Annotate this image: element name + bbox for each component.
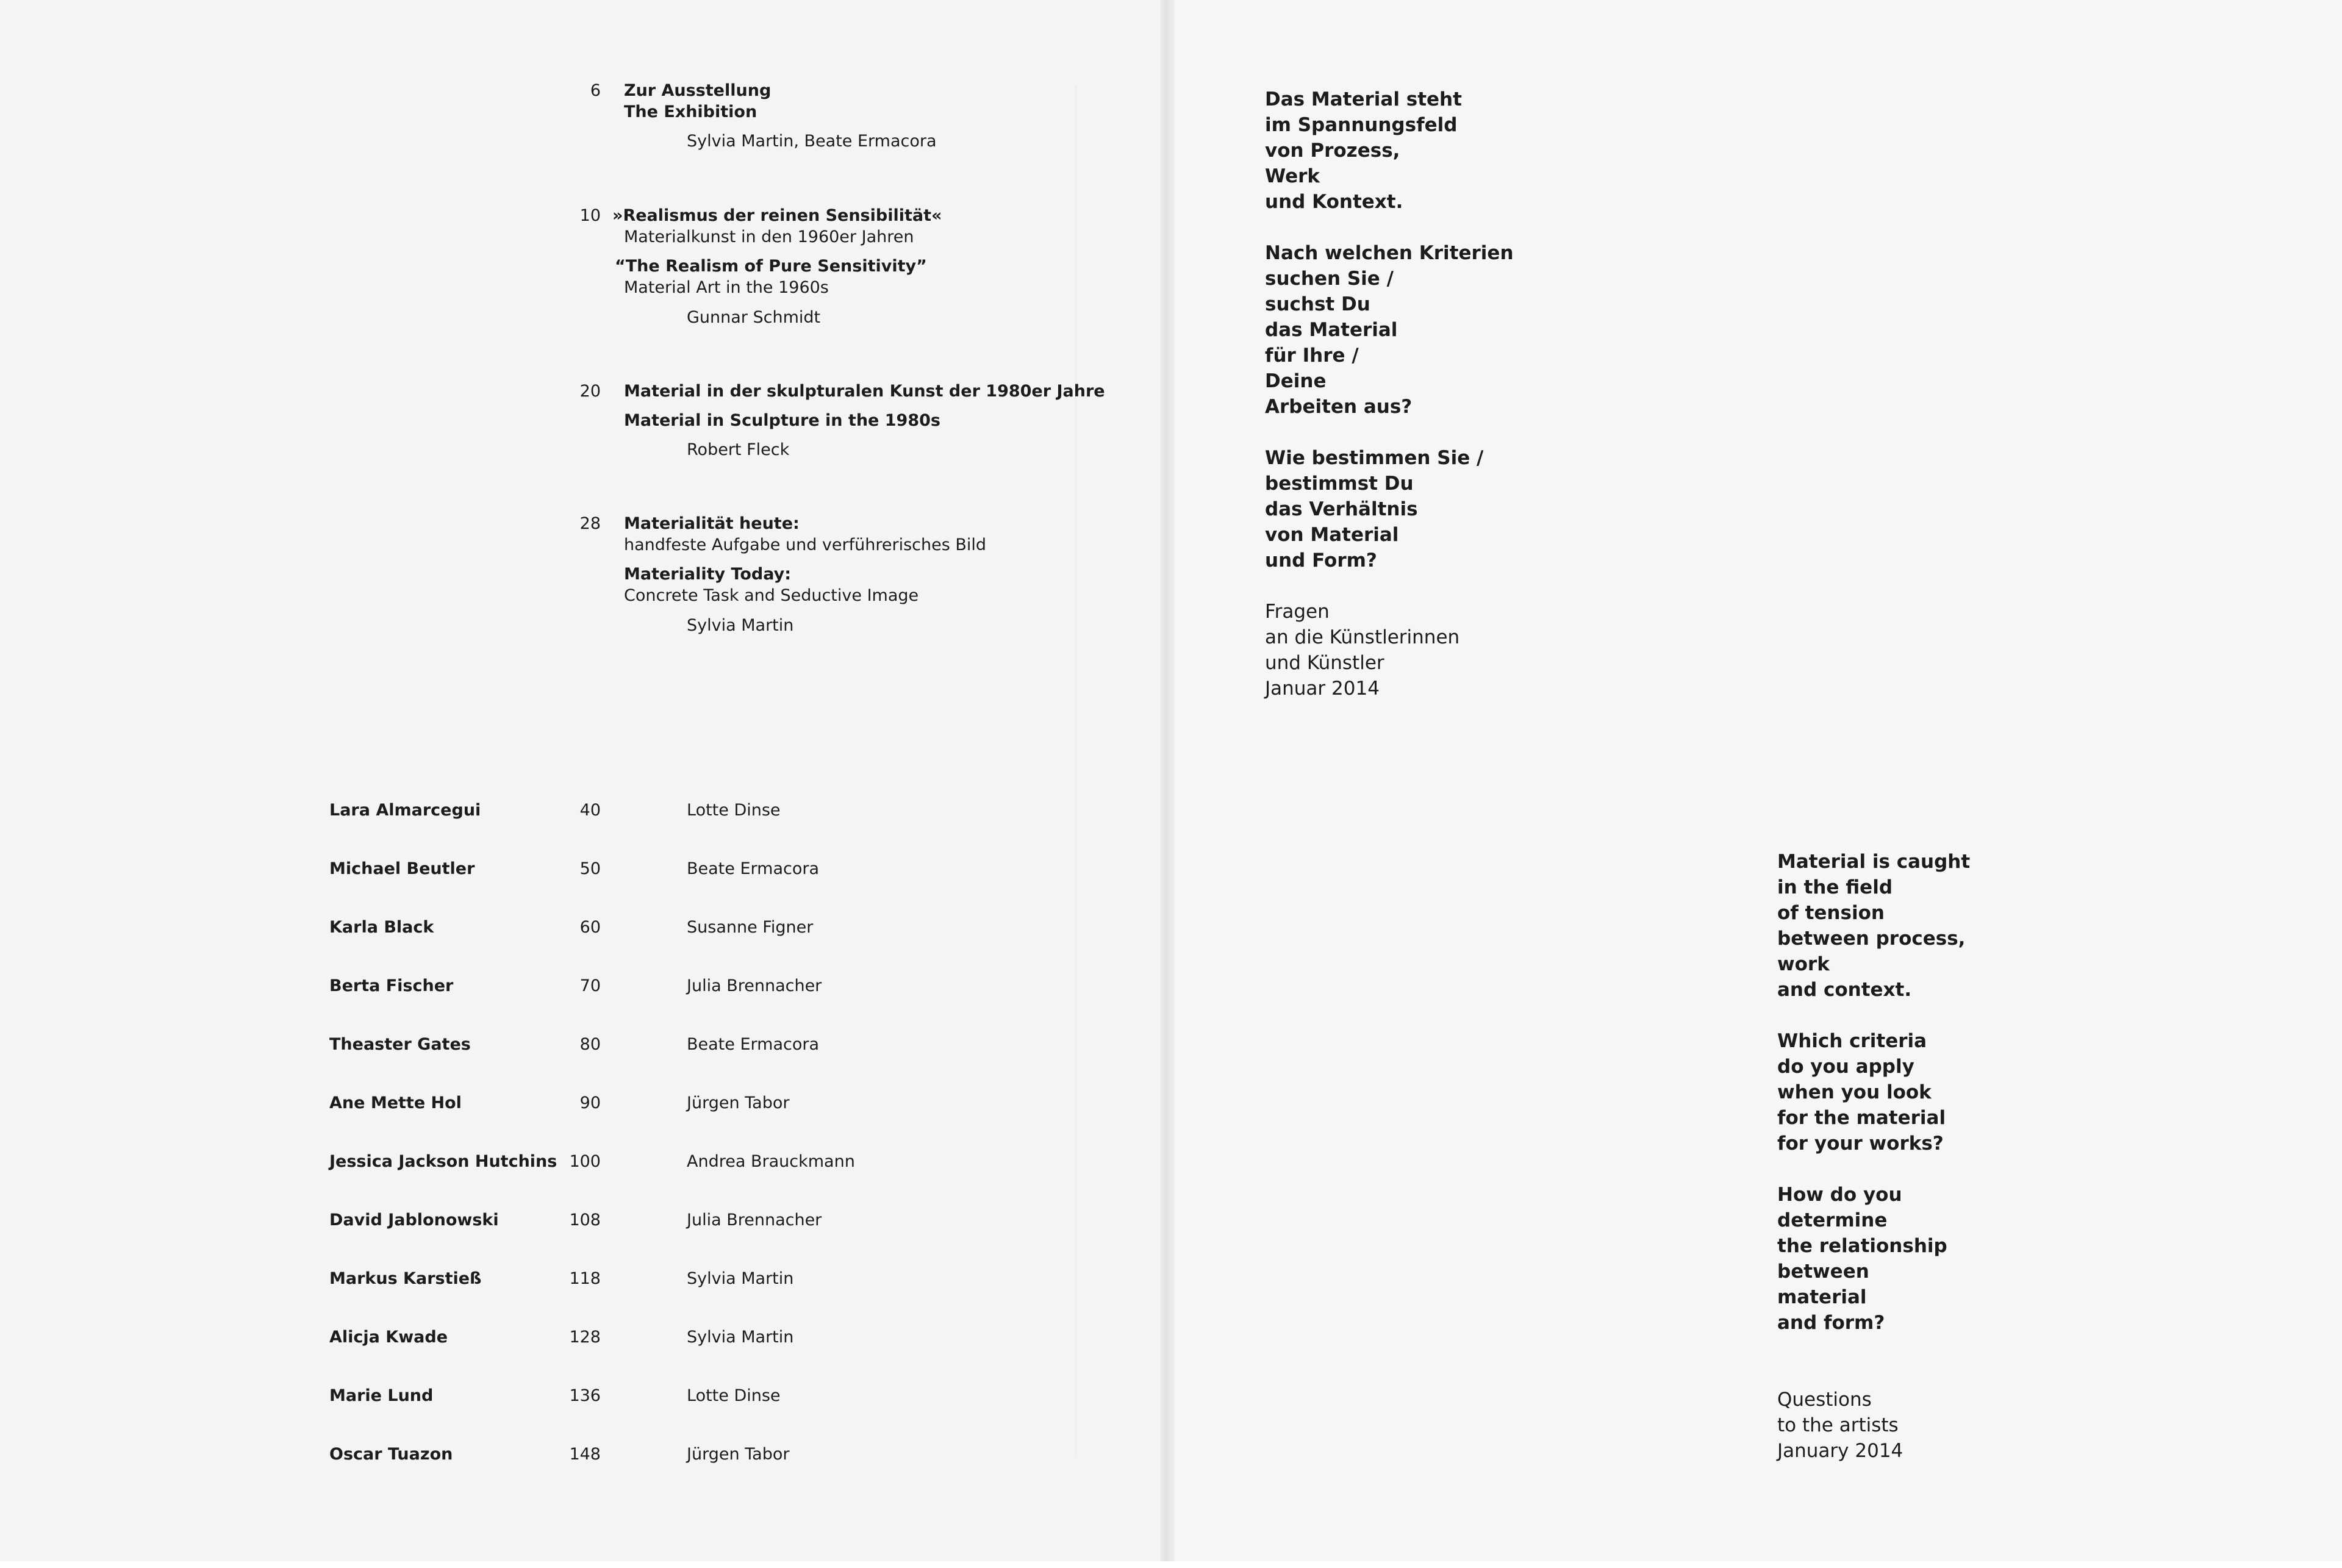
artist-row [0, 1152, 1098, 1189]
essay-page-number: 6 [590, 81, 601, 100]
artist-text-author: Andrea Brauckmann [687, 1152, 855, 1171]
german-line: das Verhältnis [1265, 498, 1418, 520]
english-line: when you look [1777, 1081, 1932, 1103]
english-line: January 2014 [1777, 1440, 1903, 1462]
english-line: between process, [1777, 928, 1966, 950]
artist-page-number: 136 [569, 1386, 601, 1405]
artist-name: Michael Beutler [329, 859, 475, 878]
english-line: for the material [1777, 1107, 1946, 1129]
english-line: How do you [1777, 1184, 1902, 1206]
essay-page-number: 20 [579, 382, 601, 401]
essay-title-de: Material in der skulpturalen Kunst der 1980er Jahre [624, 382, 1105, 401]
artist-name: Markus Karstieß [329, 1269, 482, 1288]
artist-row [0, 976, 1098, 1013]
artist-row [0, 1445, 1098, 1481]
artist-text-author: Jürgen Tabor [687, 1445, 790, 1464]
page-bottom-edge [0, 1561, 2342, 1568]
artist-name: Jessica Jackson Hutchins [329, 1152, 557, 1171]
german-line: suchen Sie / [1265, 268, 1394, 290]
artist-page-number: 80 [579, 1035, 601, 1054]
artist-name: Karla Black [329, 918, 434, 937]
artist-name: Ane Mette Hol [329, 1094, 462, 1112]
essay-page-number: 10 [579, 206, 601, 225]
artist-page-number: 60 [579, 918, 601, 937]
artist-name: Theaster Gates [329, 1035, 471, 1054]
artist-text-author: Susanne Figner [687, 918, 814, 937]
essay-author: Sylvia Martin [687, 616, 794, 635]
essay-title-en: The Exhibition [624, 102, 757, 121]
german-line: Arbeiten aus? [1265, 396, 1413, 418]
german-line: das Material [1265, 319, 1398, 341]
artist-row [0, 801, 1098, 837]
english-line: and context. [1777, 979, 1912, 1001]
german-line: Fragen [1265, 601, 1330, 623]
artist-row [0, 1386, 1098, 1423]
english-line: Questions [1777, 1389, 1872, 1411]
artist-name: Alicja Kwade [329, 1328, 448, 1347]
artist-text-author: Julia Brennacher [687, 976, 822, 995]
essay-title-en: Materiality Today: [624, 565, 792, 584]
english-line: material [1777, 1286, 1867, 1308]
english-line: do you apply [1777, 1056, 1914, 1078]
artist-text-author: Sylvia Martin [687, 1269, 794, 1288]
essay-title-en: “The Realism of Pure Sensitivity” [615, 257, 927, 276]
essay-title-en: Material in Sculpture in the 1980s [624, 411, 940, 430]
essay-title-de: Materialität heute: [624, 514, 800, 533]
english-line: work [1777, 953, 1830, 975]
german-line: Deine [1265, 370, 1327, 392]
artist-page-number: 50 [579, 859, 601, 878]
english-line: in the field [1777, 876, 1893, 898]
essay-title-de: Zur Ausstellung [624, 81, 772, 100]
essay-author: Robert Fleck [687, 440, 790, 459]
artist-page-number: 118 [569, 1269, 601, 1288]
artist-row [0, 918, 1098, 954]
english-line: for your works? [1777, 1133, 1944, 1155]
artist-page-number: 108 [569, 1211, 601, 1230]
artist-page-number: 90 [579, 1094, 601, 1112]
essay-page-number: 28 [579, 514, 601, 533]
artist-text-author: Julia Brennacher [687, 1211, 822, 1230]
german-line: bestimmst Du [1265, 473, 1414, 495]
english-questions [1777, 849, 1970, 1464]
essay-subtitle-de: handfeste Aufgabe und verführerisches Bild [624, 535, 987, 554]
essay-author: Sylvia Martin, Beate Ermacora [687, 132, 937, 151]
german-line: Nach welchen Kriterien [1265, 242, 1514, 264]
german-line: Das Material steht [1265, 88, 1462, 110]
artist-row [0, 1211, 1098, 1247]
artist-text-author: Beate Ermacora [687, 859, 820, 878]
essay-subtitle-en: Concrete Task and Seductive Image [624, 586, 919, 605]
artist-text-author: Sylvia Martin [687, 1328, 794, 1347]
german-line: Werk [1265, 165, 1320, 187]
german-line: und Kontext. [1265, 191, 1403, 213]
show-through-frame [831, 85, 1076, 1458]
german-line: Januar 2014 [1265, 678, 1380, 700]
artist-page-number: 40 [579, 801, 601, 820]
artist-page-number: 70 [579, 976, 601, 995]
english-line: to the artists [1777, 1414, 1899, 1436]
german-line: und Künstler [1265, 652, 1384, 674]
essay-subtitle-en: Material Art in the 1960s [624, 278, 829, 297]
artist-row [0, 1094, 1098, 1130]
essay-title-de: »Realismus der reinen Sensibilität« [612, 206, 942, 225]
artist-text-author: Lotte Dinse [687, 1386, 781, 1405]
english-line: and form? [1777, 1312, 1885, 1334]
german-line: an die Künstlerinnen [1265, 626, 1460, 648]
english-line: the relationship [1777, 1235, 1947, 1257]
artist-name: Marie Lund [329, 1386, 434, 1405]
artist-text-author: Jürgen Tabor [687, 1094, 790, 1112]
artist-row [0, 1269, 1098, 1306]
artist-name: David Jablonowski [329, 1211, 499, 1230]
english-line: between [1777, 1261, 1869, 1283]
artist-page-number: 148 [569, 1445, 601, 1464]
artist-name: Berta Fischer [329, 976, 454, 995]
artist-name: Oscar Tuazon [329, 1445, 453, 1464]
artist-page-number: 100 [569, 1152, 601, 1171]
artist-text-author: Lotte Dinse [687, 801, 781, 820]
german-line: suchst Du [1265, 293, 1370, 315]
essay-subtitle-de: Materialkunst in den 1960er Jahren [624, 227, 914, 246]
german-line: von Material [1265, 524, 1399, 546]
artist-name: Lara Almarcegui [329, 801, 481, 820]
english-line: of tension [1777, 902, 1885, 924]
english-line: Material is caught [1777, 851, 1971, 873]
german-questions [1265, 87, 1514, 701]
english-line: determine [1777, 1209, 1888, 1231]
artist-page-number: 128 [569, 1328, 601, 1347]
artist-row [0, 859, 1098, 896]
artist-text-author: Beate Ermacora [687, 1035, 820, 1054]
german-line: und Form? [1265, 550, 1377, 571]
german-line: Wie bestimmen Sie / [1265, 447, 1484, 469]
german-line: für Ihre / [1265, 345, 1359, 367]
german-line: im Spannungsfeld [1265, 114, 1458, 136]
artist-row [0, 1328, 1098, 1364]
artist-row [0, 1035, 1098, 1072]
english-line: Which criteria [1777, 1030, 1927, 1052]
book-gutter [1160, 0, 1175, 1568]
essay-author: Gunnar Schmidt [687, 308, 821, 327]
german-line: von Prozess, [1265, 140, 1400, 162]
